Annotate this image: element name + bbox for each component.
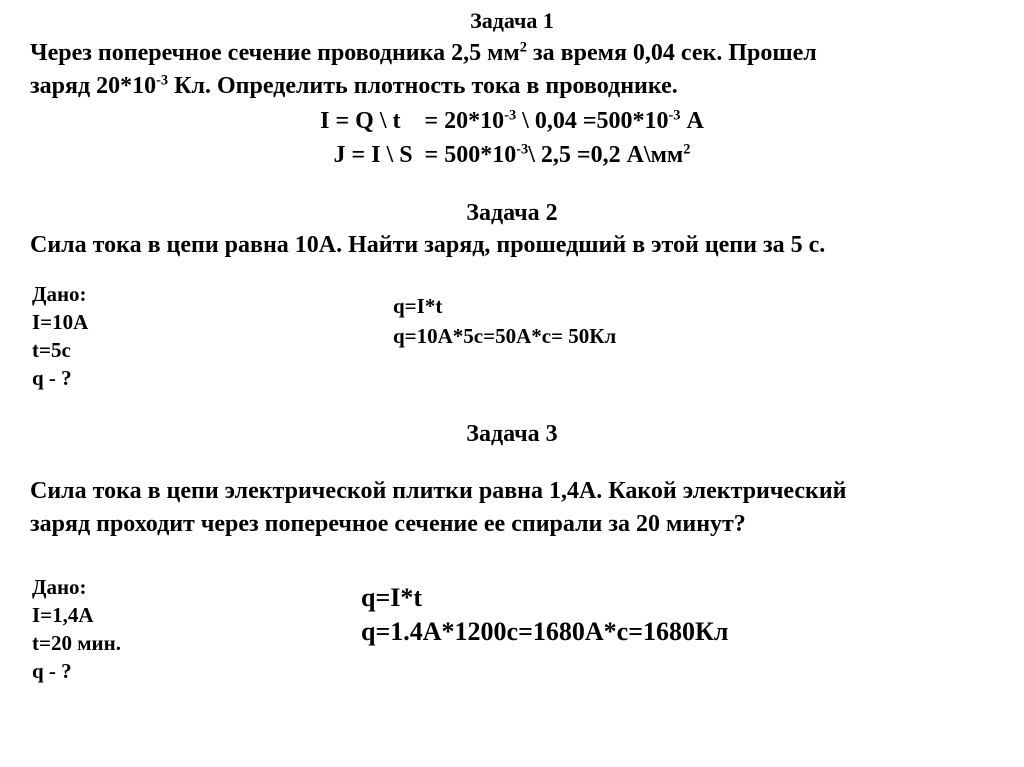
task3-solution-formula: q=I*t	[361, 583, 423, 612]
task1-title: Задача 1	[470, 8, 554, 33]
task3-text-line1: Сила тока в цепи электрической плитки равна 1,4А. Какой электрический	[30, 478, 847, 504]
task1-formula-current: I = Q \ t = $20*10^{-3}$ \ $0,04 =500*10^{-3}$ А	[320, 107, 704, 134]
task2-title: Задача 2	[466, 200, 558, 226]
task3-given-unknown: q - ?	[32, 659, 72, 683]
task3-given-header: Дано:	[32, 575, 87, 599]
task2-solution-formula: q=I*t	[393, 294, 443, 318]
task3-text-line2: заряд проходит через поперечное сечение ее спирали за 20 минут?	[30, 511, 746, 537]
task3-solution-calc: q=1.4A*1200c=1680A*c=1680Кл	[361, 617, 729, 646]
task2-given	[32, 280, 88, 392]
task3-given-current: I=1,4А	[32, 603, 94, 627]
task2-given-header: Дано:	[32, 282, 87, 306]
task1-text-line2: заряд $20*10^{-3}$ Кл. Определить плотность тока в проводнике.	[30, 72, 678, 99]
task1-formula-density: J = I \ $S = 500*10^{-3}\backslash$ 2,5 =0,2 $А\backslash мм^2$	[333, 141, 691, 168]
task2-solution-calc: q=10А*5с=50А*с= 50Кл	[393, 324, 617, 348]
task2-text: Сила тока в цепи равна 10А. Найти заряд, прошедший в этой цепи за 5 с.	[30, 232, 826, 258]
task3-solution	[361, 581, 728, 649]
task2-given-unknown: q - ?	[32, 366, 72, 390]
task2-solution	[393, 291, 616, 351]
task2-given-time: t=5с	[32, 338, 71, 362]
task1-text-line1: Через поперечное сечение проводника 2,5 $мм^2$ за время 0,04 сек. Прошел	[30, 39, 817, 66]
task2-given-current: I=10А	[32, 310, 89, 334]
task3-title: Задача 3	[466, 421, 558, 447]
task3-given	[32, 573, 121, 685]
task3-given-time: t=20 мин.	[32, 631, 121, 655]
